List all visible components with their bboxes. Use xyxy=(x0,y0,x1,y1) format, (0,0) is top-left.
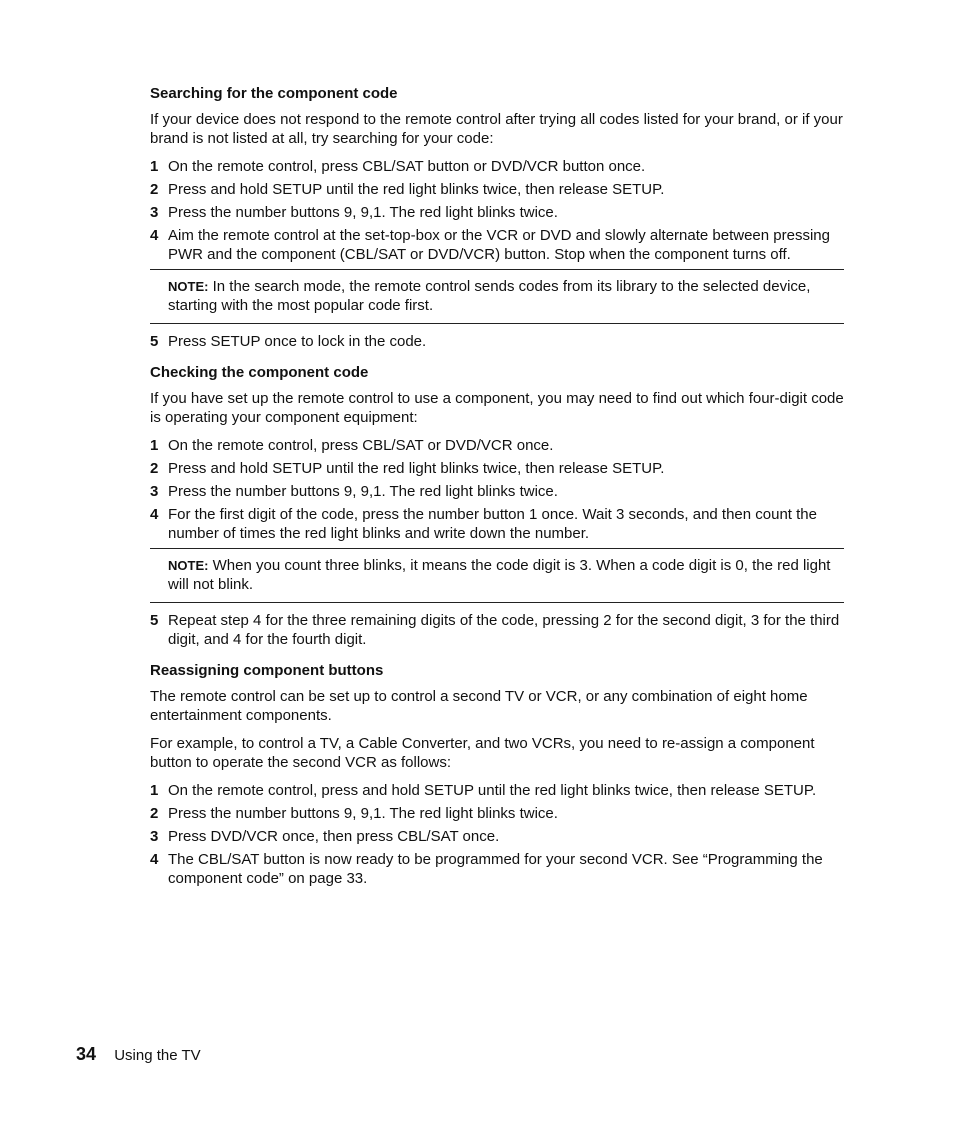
step-number: 1 xyxy=(150,158,159,175)
step-text: Press SETUP once to lock in the code. xyxy=(168,333,427,350)
step-number: 1 xyxy=(150,782,159,799)
note-box xyxy=(150,548,844,603)
step-item xyxy=(150,850,844,888)
step-item xyxy=(150,482,844,501)
step-item xyxy=(150,180,844,199)
step-item xyxy=(150,203,844,222)
step-number: 4 xyxy=(150,227,159,244)
step-item xyxy=(150,505,844,543)
step-text: Press and hold SETUP until the red light blinks twice, then release SETUP. xyxy=(168,460,665,477)
chapter-title: Using the TV xyxy=(114,1047,201,1064)
step-number: 5 xyxy=(150,333,159,350)
step-item xyxy=(150,226,844,264)
page-content xyxy=(150,84,844,900)
steps-list xyxy=(150,332,844,351)
step-number: 5 xyxy=(150,612,159,629)
step-text: Press DVD/VCR once, then press CBL/SAT once. xyxy=(168,828,500,845)
note-text: In the search mode, the remote control sends codes from its library to the selected device, starting with the most popular code first. xyxy=(168,278,811,314)
step-item xyxy=(150,611,844,649)
note-text: When you count three blinks, it means the code digit is 3. When a code digit is 0, the red light will not blink. xyxy=(168,557,831,593)
section-heading: Searching for the component code xyxy=(150,85,398,102)
step-number: 2 xyxy=(150,181,159,198)
section-searching xyxy=(150,84,844,351)
section-checking xyxy=(150,363,844,649)
step-text: Aim the remote control at the set-top-box or the VCR or DVD and slowly alternate between pressing PWR and the component (CBL/SAT or DVD/VCR) button. Stop when the component turns off. xyxy=(168,227,830,263)
section-intro: If you have set up the remote control to use a component, you may need to find out which four-digit code is operating your component equipment: xyxy=(150,390,844,426)
note-label: NOTE: xyxy=(168,279,209,294)
step-text: The CBL/SAT button is now ready to be programmed for your second VCR. See “Programming the component code” on page 33. xyxy=(168,851,823,887)
section-intro: For example, to control a TV, a Cable Converter, and two VCRs, you need to re-assign a component button to operate the second VCR as follows: xyxy=(150,735,815,771)
section-heading: Checking the component code xyxy=(150,364,369,381)
steps-list xyxy=(150,781,844,888)
step-text: Repeat step 4 for the three remaining digits of the code, pressing 2 for the second digit, 3 for the third digit, and 4 for the fourth digit. xyxy=(168,612,840,648)
step-text: On the remote control, press and hold SETUP until the red light blinks twice, then release SETUP. xyxy=(168,782,817,799)
step-text: On the remote control, press CBL/SAT button or DVD/VCR button once. xyxy=(168,158,646,175)
section-heading: Reassigning component buttons xyxy=(150,662,384,679)
step-item xyxy=(150,332,844,351)
step-number: 4 xyxy=(150,506,159,523)
step-number: 2 xyxy=(150,460,159,477)
section-reassigning xyxy=(150,661,844,888)
step-number: 3 xyxy=(150,828,159,845)
section-intro: The remote control can be set up to control a second TV or VCR, or any combination of eight home entertainment components. xyxy=(150,688,808,724)
step-text: Press and hold SETUP until the red light blinks twice, then release SETUP. xyxy=(168,181,665,198)
note-label: NOTE: xyxy=(168,558,209,573)
step-item xyxy=(150,436,844,455)
step-text: On the remote control, press CBL/SAT or DVD/VCR once. xyxy=(168,437,554,454)
page-footer xyxy=(76,1044,201,1065)
step-text: Press the number buttons 9, 9,1. The red light blinks twice. xyxy=(168,204,558,221)
step-number: 3 xyxy=(150,483,159,500)
step-number: 2 xyxy=(150,805,159,822)
steps-list xyxy=(150,611,844,649)
step-text: Press the number buttons 9, 9,1. The red light blinks twice. xyxy=(168,483,558,500)
step-number: 4 xyxy=(150,851,159,868)
section-intro: If your device does not respond to the remote control after trying all codes listed for your brand, or if your brand is not listed at all, try searching for your code: xyxy=(150,111,843,147)
step-item xyxy=(150,781,844,800)
step-text: For the first digit of the code, press the number button 1 once. Wait 3 seconds, and then count the number of times the red light blinks and write down the number. xyxy=(168,506,817,542)
step-number: 1 xyxy=(150,437,159,454)
step-item xyxy=(150,459,844,478)
step-item xyxy=(150,827,844,846)
steps-list xyxy=(150,436,844,543)
step-item xyxy=(150,804,844,823)
steps-list xyxy=(150,157,844,264)
page-number: 34 xyxy=(76,1044,97,1064)
step-item xyxy=(150,157,844,176)
note-box xyxy=(150,269,844,324)
step-text: Press the number buttons 9, 9,1. The red light blinks twice. xyxy=(168,805,558,822)
step-number: 3 xyxy=(150,204,159,221)
